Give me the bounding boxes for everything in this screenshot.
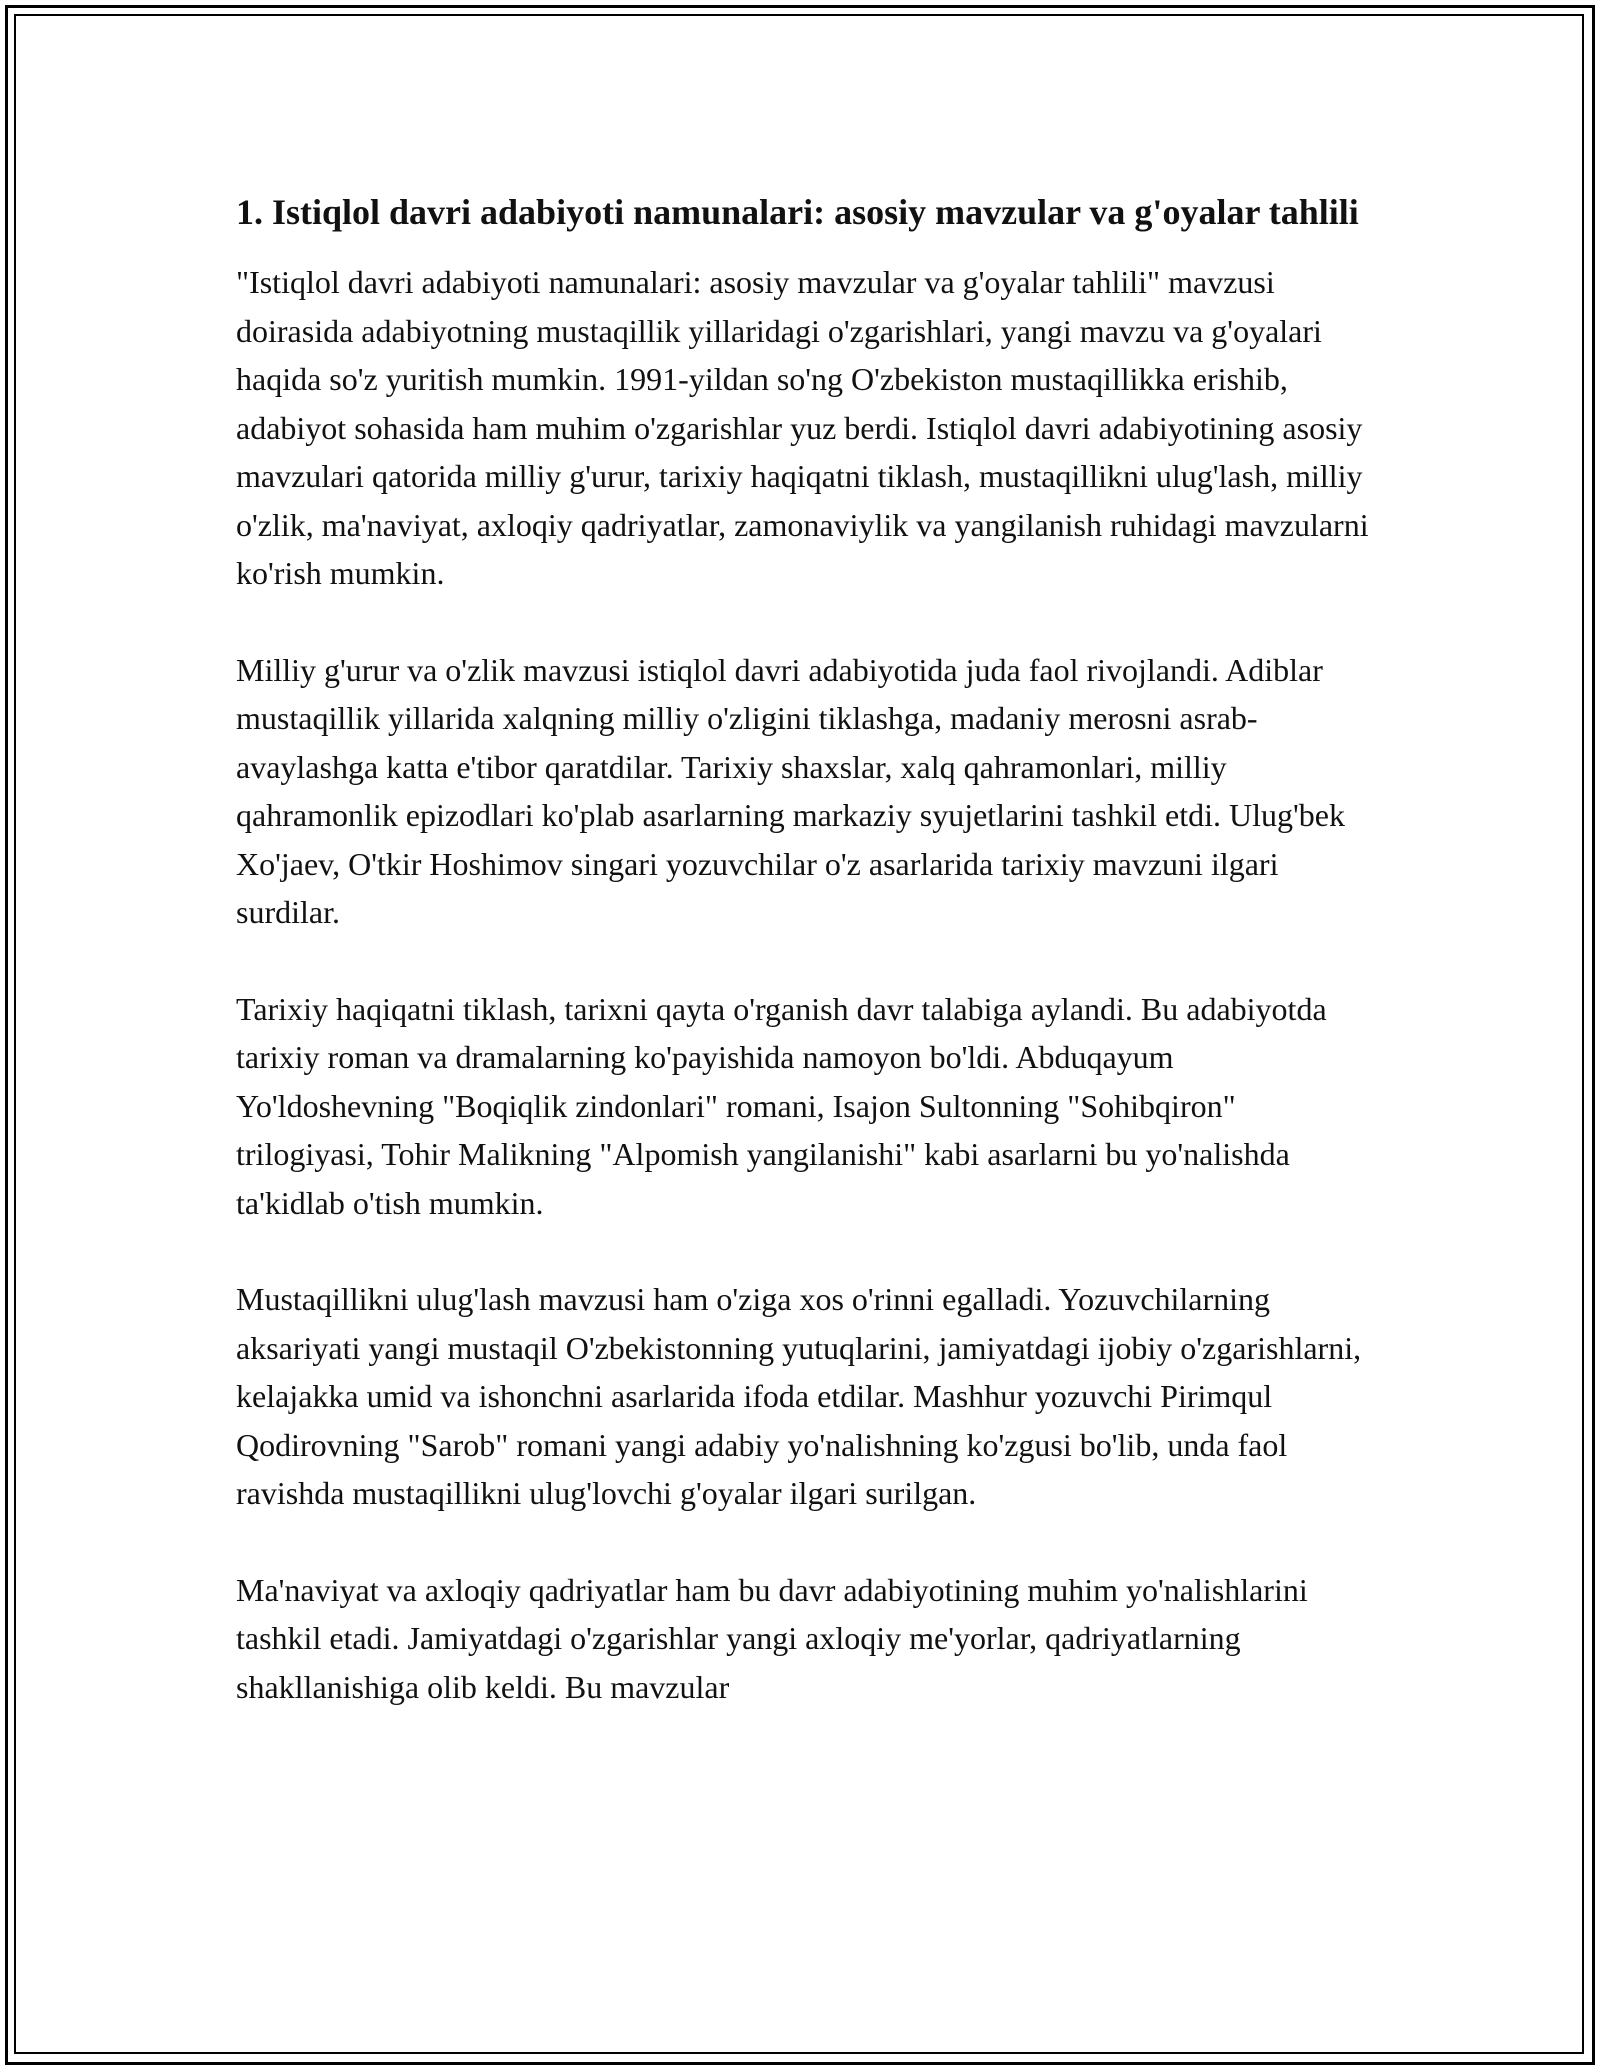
paragraph-spirituality: Ma'naviyat va axloqiy qadriyatlar ham bu davr adabiyotining muhim yo'nalishlarini tashkil etadi. Jamiyatdagi o'zgarishlar yangi axloqiy me'yorlar, qadriyatlarning shakllanishiga olib keldi. Bu mavzular [236, 1571, 1308, 1705]
paragraph-intro: "Istiqlol davri adabiyoti namunalari: asosiy mavzular va g'oyalar tahlili" mavzusi doirasida adabiyotning mustaqillik yillaridagi o'zgarishlari, yangi mavzu va g'oyalari haqida so'z yuritish mumkin. 1991-yildan so'ng O'zbekiston mustaqillikka erishib, adabiyot sohasida ham muhim o'zgarishlar yuz berdi. Istiqlol davri adabiyotining asosiy mavzulari qatorida milliy g'urur, tarixiy haqiqatni tiklash, mustaqillikni ulug'lash, milliy o'zlik, ma'naviyat, axloqiy qadriyatlar, zamonaviylik va yangilanish ruhidagi mavzularni ko'rish mumkin. [236, 264, 1369, 591]
paragraph-historical-truth: Tarixiy haqiqatni tiklash, tarixni qayta o'rganish davr talabiga aylandi. Bu adabiyotda tarixiy roman va dramalarning ko'payishida namoyon bo'ldi. Abduqayum Yo'ldoshevning "Boqiqlik zindonlari" romani, Isajon Sultonning "Sohibqiron" trilogiyasi, Tohir Malikning "Alpomish yangilanishi" kabi asarlarni bu yo'nalishda ta'kidlab o'tish mumkin. [236, 990, 1327, 1221]
paragraph-national-pride: Milliy g'urur va o'zlik mavzusi istiqlol davri adabiyotida juda faol rivojlandi. Adiblar mustaqillik yillarida xalqning milliy o'zligini tiklashga, madaniy merosni asrab-avaylashga katta e'tibor qaratdilar. Tarixiy shaxslar, xalq qahramonlari, milliy qahramonlik epizodlari ko'plab asarlarning markaziy syujetlarini tashkil etdi. Ulug'bek Xo'jaev, O'tkir Hoshimov singari yozuvchilar o'z asarlarida tarixiy mavzuni ilgari surdilar. [236, 651, 1345, 930]
document-body [236, 185, 1376, 1759]
paragraph-independence: Mustaqillikni ulug'lash mavzusi ham o'ziga xos o'rinni egalladi. Yozuvchilarning aksariyati yangi mustaqil O'zbekistonning yutuqlarini, jamiyatdagi ijobiy o'zgarishlarni, kelajakka umid va ishonchni asarlarida ifoda etdilar. Mashhur yozuvchi Pirimqul Qodirovning "Sarob" romani yangi adabiy yo'nalishning ko'zgusi bo'lib, unda faol ravishda mustaqillikni ulug'lovchi g'oyalar ilgari surilgan. [236, 1281, 1362, 1511]
section-heading: 1. Istiqlol davri adabiyoti namunalari: asosiy mavzular va g'oyalar tahlili [236, 192, 1359, 232]
